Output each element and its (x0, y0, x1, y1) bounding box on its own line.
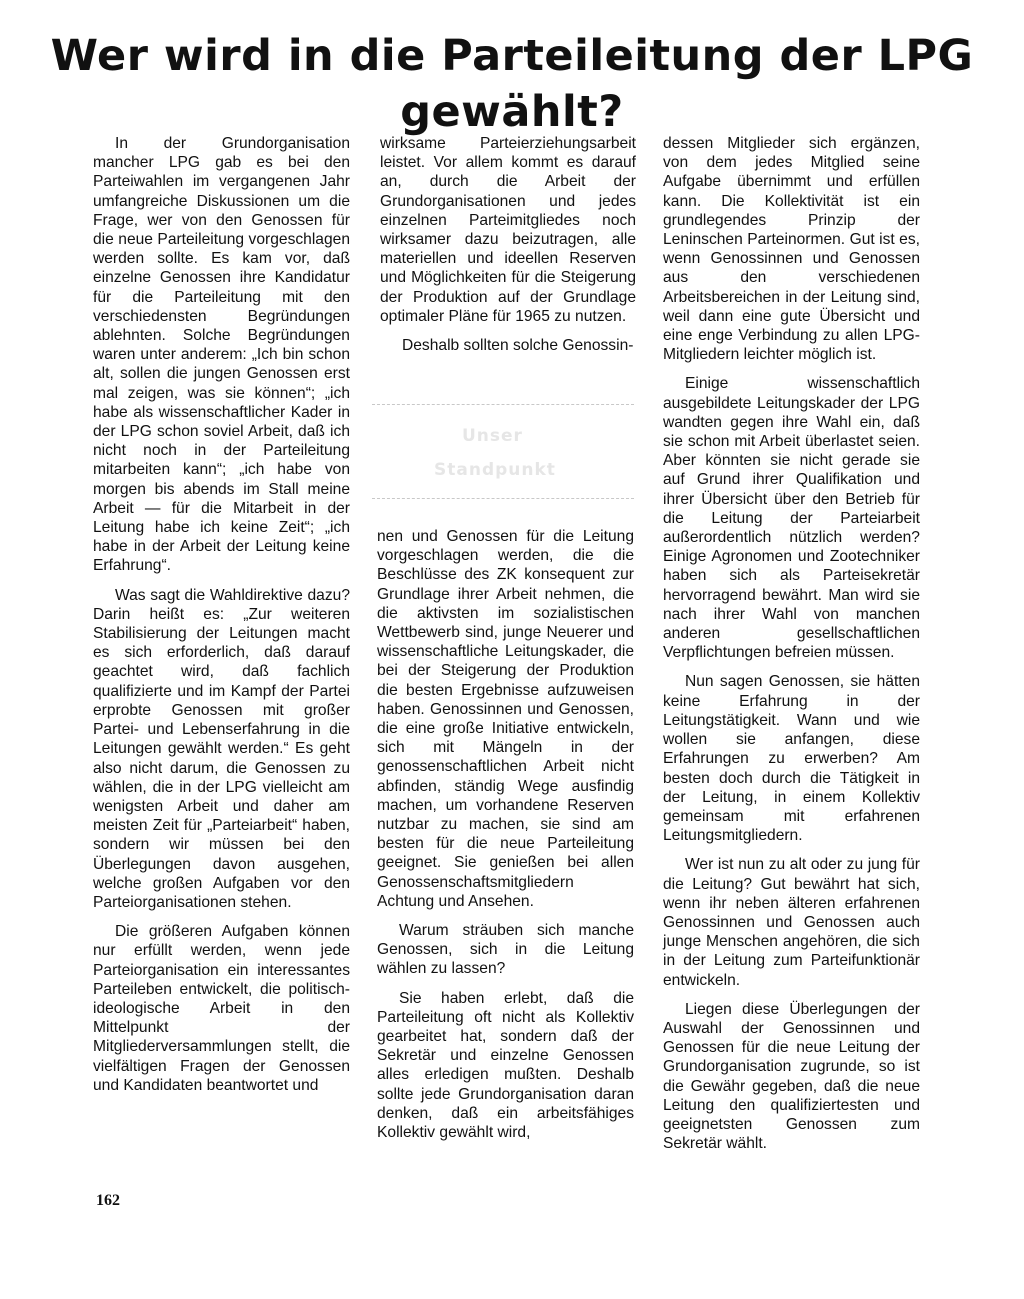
divider (372, 404, 634, 405)
paragraph: Wer ist nun zu alt oder zu jung für die Leitung? Gut bewährt hat sich, wenn ihr neben älteren erfahrenen Genossinnen und Genossen auch junge Menschen angehören, die sich in der Leitung zum Parteifunktionär entwickeln. (663, 856, 920, 989)
page-number: 162 (96, 1192, 120, 1209)
paragraph: Warum sträuben sich manche Genossen, sich in die Leitung wählen zu lassen? (377, 922, 634, 978)
paragraph: Deshalb sollten solche Genossin- (402, 337, 634, 355)
paragraph: Einige wissenschaftlich ausgebildete Leitungskader der LPG wandten gegen ihre Wahl ein, daß sie schon mit Arbeit überlastet seien. Aber könnten sie nicht gerade sie auf Grund ihrer Qualifikation und ihrer Übersicht über den Betrieb für die Leitung der Parteiarbeit außerordentlich nützlich werden? Einige Agronomen und Zootechniker haben sich als Parteisekretär hervorragend bewährt. Man wird sie nach ihrer Wahl von manchen anderen gesellschaftlichen Verpflichtungen befreien müssen. (663, 375, 920, 662)
paragraph: Die größeren Aufgaben können nur erfüllt werden, wenn jede Parteiorganisation ein interessantes Parteileben entwickelt, die politisch-ideologische Arbeit in den Mittelpunkt der Mitgliederversammlungen stellt, die vielfältigen Fragen der Genossen und Kandidaten beantwortet und (93, 923, 350, 1094)
text-column-1 (93, 134, 350, 1105)
standpunkt-label-line-2: Standpunkt (434, 460, 556, 480)
paragraph: dessen Mitglieder sich ergänzen, von dem jedes Mitglied seine Aufgabe übernimmt und erfüllen kann. Die Kollektivität ist ein grundlegendes Prinzip der Leninschen Parteinormen. Gut ist es, wenn Genossinnen und Genossen aus den verschiedenen Arbeitsbereichen in der Leitung sind, weil dann eine gute Übersicht und eine enge Verbindung zu allen LPG-Mitgliedern leichter möglich ist. (663, 135, 920, 364)
paragraph: Liegen diese Überlegungen der Auswahl der Genossinnen und Genossen für die neue Leitung der Grundorganisation zugrunde, so ist die Gewähr gegeben, daß die neue Leitung den qualifiziertesten und geeignetsten Genossen zum Sekretär wählt. (663, 1000, 920, 1153)
text-column-2-bottom (377, 527, 634, 1152)
paragraph: wirksame Parteierziehungsarbeit leistet. Vor allem kommt es darauf an, durch die Arbeit der Grundorganisationen und jedes einzelnen Parteimitgliedes noch wirksamer dazu beizutragen, alle materiellen und ideellen Reserven und Möglichkeiten für die Steigerung der Produktion auf der Grundlage optimaler Pläne für 1965 zu nutzen. (380, 135, 636, 325)
text-column-2-top (380, 134, 636, 365)
paragraph: Was sagt die Wahldirektive dazu? Darin heißt es: „Zur weiteren Stabilisierung der Leitungen macht es sich erforderlich, daß darauf geachtet wird, daß fachlich qualifizierte und im Kampf der Partei erprobte Genossen mit großer Partei- und Lebenserfahrung in die Leitungen gewählt werden.“ Es geht also nicht darum, die Genossen zu wählen, die in der LPG vielleicht am wenigsten Arbeit und daher am meisten Zeit für „Parteiarbeit“ haben, sondern wir müssen bei den Überlegungen davon ausgehen, welche großen Aufgaben vor den Parteiorganisationen stehen. (93, 586, 350, 911)
paragraph: nen und Genossen für die Leitung vorgeschlagen werden, die die Beschlüsse des ZK konsequent zur Grundlage ihrer Arbeit nehmen, die die aktivsten im sozialistischen Wettbewerb sind, junge Neuerer und wissenschaftliche Leitungskader, die bei der Steigerung der Produktion die besten Ergebnisse aufzuweisen haben. Genossinnen und Genossen, die eine große Initiative entwickeln, sich mit Mängeln in der genossenschaftlichen Arbeit nicht abfinden, ständig Wege ausfindig machen, um vorhandene Reserven nutzbar zu machen, sie sind am besten für die neue Parteileitung geeignet. Sie genießen bei allen Genossenschaftsmitgliedern Achtung und Ansehen. (377, 528, 634, 910)
paragraph: In der Grundorganisation mancher LPG gab es bei den Parteiwahlen im vergangenen Jahr umfangreiche Diskussionen um die Frage, wer von den Genossen für die neue Parteileitung vorgeschlagen werden sollte. Es kam vor, daß einzelne Genossen ihre Kandidatur für die Parteileitung mit den verschiedensten Begründungen ablehnten. Solche Begründungen waren unter anderem: „Ich bin schon alt, sollen die jungen Genossen erst mal zeigen, was sie können“; „ich habe als wissenschaftlicher Kader in der LPG schon soviel Arbeit, daß ich nicht noch in der Parteileitung mitarbeiten kann“; „ich habe von morgen bis abends im Stall meine Arbeit — für die Mitarbeit in der Leitung habe ich keine Zeit“; „ich habe in der Arbeit der Leitung keine Erfahrung“. (93, 135, 350, 575)
divider (372, 498, 634, 499)
standpunkt-box (372, 404, 634, 500)
paragraph: Nun sagen Genossen, sie hätten keine Erfahrung in der Leitungstätigkeit. Wann und wie wollen sie anfangen, diese Erfahrungen zu erwerben? Am besten doch durch die Tätigkeit in der Leitung, in einem Kollektiv gemeinsam mit erfahrenen Leitungsmitgliedern. (663, 673, 920, 845)
paragraph: Sie haben erlebt, daß die Parteileitung oft nicht als Kollektiv gearbeitet hat, sondern daß der Sekretär und einzelne Genossen alles erledigen mußten. Deshalb sollte jede Grundorganisation daran denken, daß ein arbeitsfähiges Kollektiv gewählt wird, (377, 989, 634, 1142)
text-column-3 (663, 134, 920, 1163)
standpunkt-label-line-1: Unser (462, 426, 523, 446)
article-title: Wer wird in die Parteileitung der LPG gewählt? (50, 31, 974, 137)
